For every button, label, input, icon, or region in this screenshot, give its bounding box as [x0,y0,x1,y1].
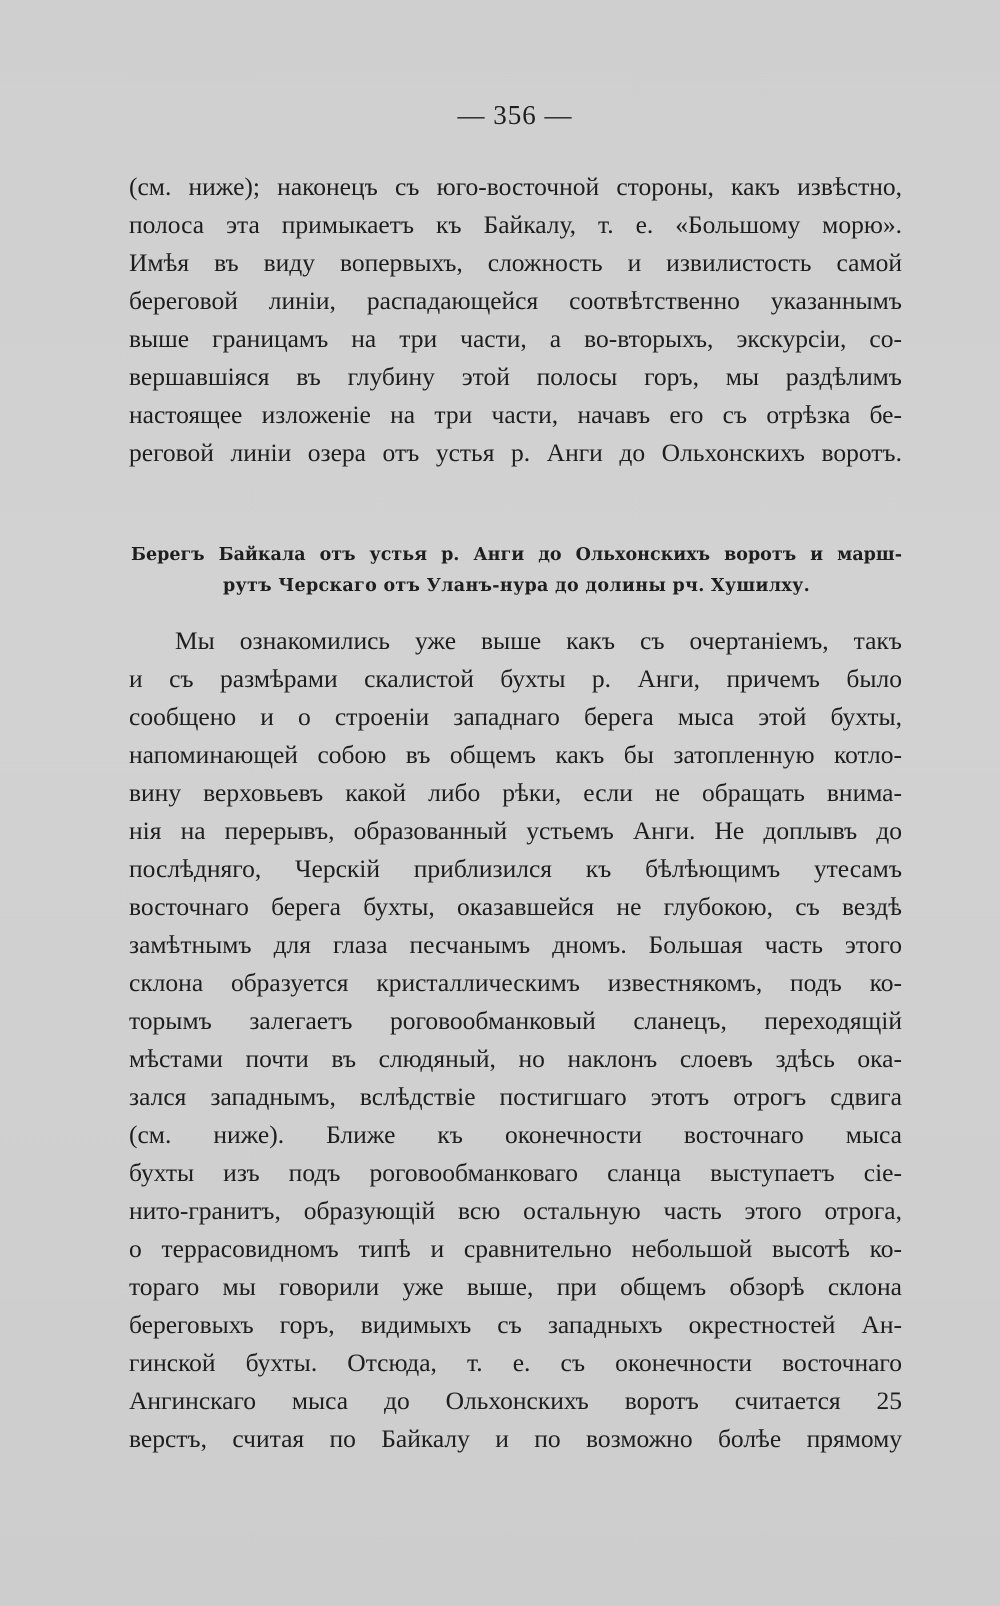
text-line: Имѣя въ виду вопервыхъ, сложность и извилистость самой [129,248,902,277]
text-line: береговыхъ горъ, видимыхъ съ западныхъ окрестностей Ан- [129,1310,902,1339]
text-line: реговой линіи озера отъ устья р. Анги до Ольхонскихъ воротъ. [129,438,902,467]
text-line: (см. ниже). Ближе къ оконечности восточнаго мыса [129,1120,902,1149]
text-line: гинской бухты. Отсюда, т. е. съ оконечности восточнаго [129,1348,902,1377]
text-line: мѣстами почти въ слюдяный, но наклонъ слоевъ здѣсь ока- [129,1044,902,1073]
text-line: нія на перерывъ, образованный устьемъ Анги. Не доплывъ до [129,816,902,845]
text-line: сообщено и о строеніи западнаго берега мыса этой бухты, [129,702,902,731]
text-line: напоминающей собою въ общемъ какъ бы затопленную котло- [129,740,902,769]
paragraph-continuation [129,168,902,472]
text-line: восточнаго берега бухты, оказавшейся не глубокою, съ вездѣ [129,892,902,921]
text-line: (см. ниже); наконецъ съ юго-восточной стороны, какъ извѣстно, [129,172,902,201]
heading-line: Берегъ Байкала отъ устья р. Анги до Ольхонскихъ воротъ и марш- [131,545,902,565]
text-line: бухты изъ подъ роговообманковаго сланца выступаетъ сіе- [129,1158,902,1187]
text-line: нито-гранитъ, образующій всю остальную часть этого отрога, [129,1196,902,1225]
text-line: замѣтнымъ для глаза песчанымъ дномъ. Большая часть этого [129,930,902,959]
text-line: о террасовидномъ типѣ и сравнительно небольшой высотѣ ко- [129,1234,902,1263]
text-line: береговой линіи, распадающейся соотвѣтственно указаннымъ [129,286,902,315]
text-line: настоящее изложеніе на три части, начавъ его съ отрѣзка бе- [129,400,902,429]
text-line: зался западнымъ, вслѣдствіе постигшаго этотъ отрогъ сдвига [129,1082,902,1111]
page-number: — 356 — [457,100,573,130]
section-heading [131,540,902,602]
text-line: полоса эта примыкаетъ къ Байкалу, т. е. «Большому морю». [129,210,902,239]
paragraph-main [129,622,902,1458]
heading-line: рутъ Черскаго отъ Уланъ-нура до долины рч. Хушилху. [222,576,811,596]
text-line: Мы ознакомились уже выше какъ съ очертаніемъ, такъ [175,626,902,655]
text-line: выше границамъ на три части, а во-вторыхъ, экскурсіи, со- [129,324,902,353]
text-line: верстъ, считая по Байкалу и по возможно болѣе прямому [129,1424,902,1453]
text-line: Ангинскаго мыса до Ольхонскихъ воротъ считается 25 [129,1386,902,1415]
text-line: послѣдняго, Черскій приблизился къ бѣлѣющимъ утесамъ [129,854,902,883]
text-line: вину верховьевъ какой либо рѣки, если не обращать внима- [129,778,902,807]
text-line: тораго мы говорили уже выше, при общемъ обзорѣ склона [129,1272,902,1301]
text-line: и съ размѣрами скалистой бухты р. Анги, причемъ было [129,664,902,693]
text-line: склона образуется кристаллическимъ известнякомъ, подъ ко- [129,968,902,997]
text-line: вершавшіяся въ глубину этой полосы горъ, мы раздѣлимъ [129,362,902,391]
text-line: торымъ залегаетъ роговообманковый сланецъ, переходящій [129,1006,902,1035]
